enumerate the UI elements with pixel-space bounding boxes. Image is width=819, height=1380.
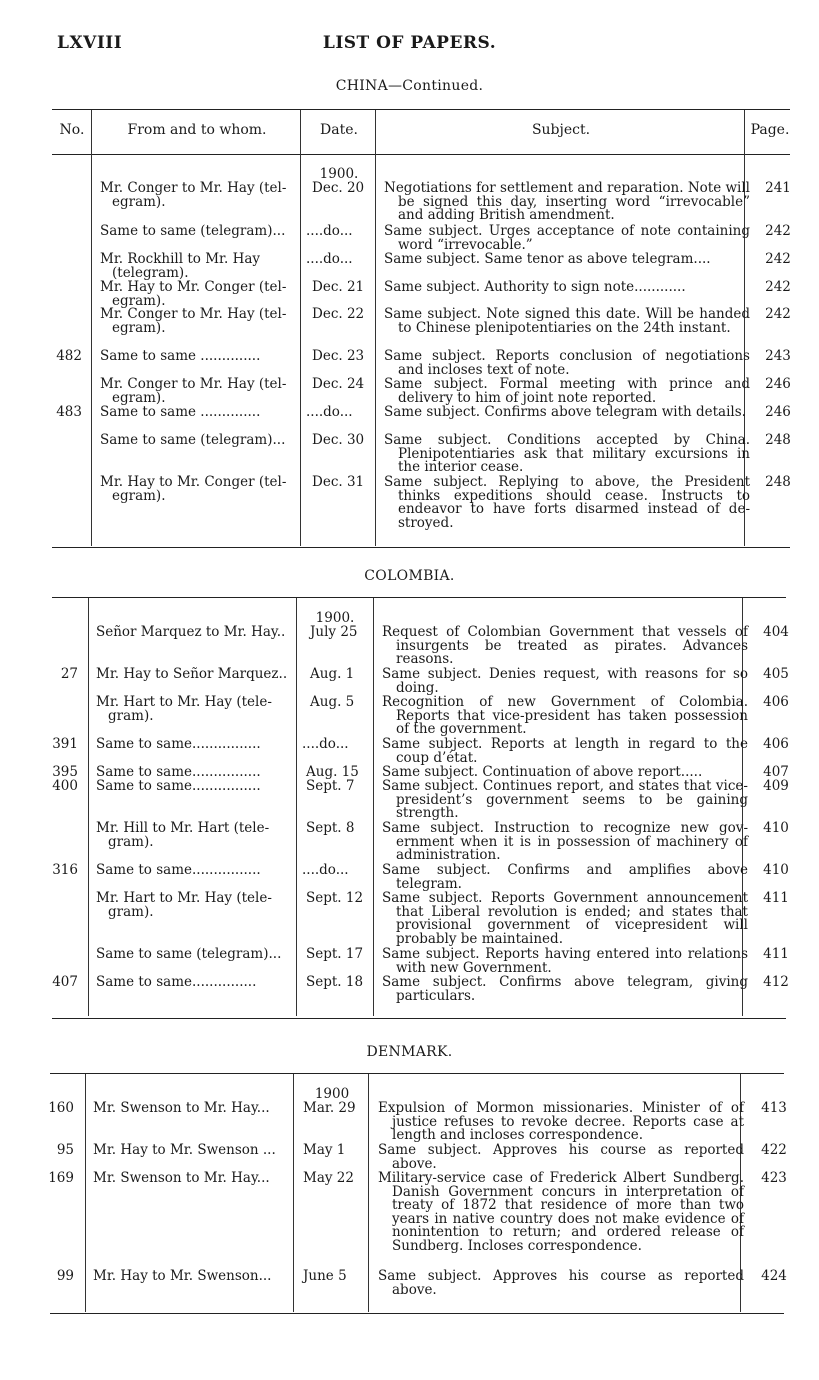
page-cell: 411 [763, 946, 789, 962]
page-cell: 243 [765, 348, 791, 364]
from-to-cell: Mr. Swenson to Mr. Hay... [93, 1100, 270, 1116]
subject-cell: Same subject. Same tenor as above telegram.... [384, 251, 711, 267]
year-label: 1900 [314, 1086, 350, 1102]
from-to-cell: Same to same (telegram)... [96, 946, 282, 962]
col-header-date: Date. [320, 122, 358, 138]
subject-cell: Expulsion of Mormon missionaries. Minister of of justice refuses to revoke decree. Reports case at length and incloses correspondence. [378, 1100, 744, 1143]
subject-cell: Military-service case of Frederick Albert Sundberg. Danish Government concurs in interpretation of treaty of 1872 that residence of more than two years in native country does not make evidence of nonintention to return; and ordered release of Sundberg. Incloses correspondence. [378, 1170, 744, 1254]
page-cell: 242 [765, 306, 791, 322]
date-cell: Sept. 7 [306, 778, 355, 794]
page-title: LIST OF PAPERS. [322, 33, 497, 53]
doc-number-cell: 160 [48, 1100, 74, 1116]
col-divider [88, 598, 89, 1016]
col-divider [368, 1074, 369, 1312]
page-cell: 242 [765, 223, 791, 239]
subject-cell: Same subject. Reports Government announcement that Liberal revolution is ended; and states that provisional government of vicepresident will probably be maintained. [382, 890, 748, 947]
section-title-colombia: COLOMBIA. [364, 568, 455, 584]
doc-number-cell: 395 [52, 764, 78, 780]
col-divider [373, 598, 374, 1016]
date-cell: May 1 [303, 1142, 346, 1158]
from-to-cell: Mr. Hay to Mr. Conger (telegram). [100, 474, 287, 504]
date-cell: Aug. 5 [310, 694, 355, 710]
subject-cell: Same subject. Replying to above, the President thinks expeditions should cease. Instructs to endeavor to have forts disarmed instead of destroyed. [384, 474, 750, 531]
page-cell: 413 [761, 1100, 787, 1116]
date-cell: Sept. 8 [306, 820, 355, 836]
doc-number-cell: 169 [48, 1170, 74, 1186]
from-to-cell: Mr. Conger to Mr. Hay (telegram). [100, 376, 287, 406]
page-cell: 246 [765, 404, 791, 420]
date-cell: ....do... [302, 862, 349, 878]
date-cell: Sept. 12 [306, 890, 364, 906]
date-cell: Dec. 31 [312, 474, 365, 490]
page-cell: 422 [761, 1142, 787, 1158]
date-cell: Dec. 24 [312, 376, 365, 392]
from-to-cell: Mr. Hay to Mr. Swenson... [93, 1268, 272, 1284]
page-cell: 412 [763, 974, 789, 990]
from-to-cell: Same to same................ [96, 764, 261, 780]
date-cell: Dec. 20 [312, 180, 365, 196]
page-cell: 242 [765, 279, 791, 295]
table-top-rule [50, 1073, 784, 1074]
page-cell: 246 [765, 376, 791, 392]
subject-cell: Same subject. Continuation of above report..... [382, 764, 703, 780]
doc-number-cell: 407 [52, 974, 78, 990]
subject-cell: Same subject. Conditions accepted by China. Plenipotentiaries ask that military excursions in the interior cease. [384, 432, 750, 475]
doc-number-cell: 27 [60, 666, 78, 682]
page-cell: 242 [765, 251, 791, 267]
from-to-cell: Same to same (telegram)... [100, 432, 286, 448]
doc-number-cell: 391 [52, 736, 78, 752]
page-cell: 411 [763, 890, 789, 906]
date-cell: Dec. 22 [312, 306, 365, 322]
from-to-cell: Same to same .............. [100, 348, 261, 364]
date-cell: ....do... [306, 251, 353, 267]
page-cell: 410 [763, 820, 789, 836]
subject-cell: Same subject. Reports conclusion of negotiations and incloses text of note. [384, 348, 750, 378]
from-to-cell: Same to same .............. [100, 404, 261, 420]
date-cell: Sept. 17 [306, 946, 364, 962]
subject-cell: Same subject. Continues report, and states that vice-president’s government seems to be gaining strength. [382, 778, 748, 821]
section-title-china: CHINA—Continued. [335, 78, 484, 94]
doc-number-cell: 482 [56, 348, 82, 364]
date-cell: ....do... [306, 404, 353, 420]
col-header-no: No. [59, 122, 85, 138]
date-cell: Dec. 21 [312, 279, 365, 295]
col-header-page: Page. [750, 122, 790, 138]
doc-number-cell: 483 [56, 404, 82, 420]
from-to-cell: Mr. Rockhill to Mr. Hay (telegram). [100, 251, 261, 281]
from-to-cell: Mr. Hart to Mr. Hay (telegram). [96, 890, 272, 920]
date-cell: May 22 [303, 1170, 354, 1186]
table-top-rule [52, 109, 790, 110]
subject-cell: Negotiations for settlement and reparation. Note will be signed this day, inserting word “irrevocable” and adding British amendment. [384, 180, 750, 223]
subject-cell: Same subject. Reports having entered into relations with new Government. [382, 946, 748, 976]
from-to-cell: Mr. Swenson to Mr. Hay... [93, 1170, 270, 1186]
from-to-cell: Mr. Conger to Mr. Hay (telegram). [100, 180, 287, 210]
doc-number-cell: 316 [52, 862, 78, 878]
subject-cell: Same subject. Approves his course as reported above. [378, 1268, 744, 1298]
page-cell: 248 [765, 474, 791, 490]
date-cell: ....do... [306, 223, 353, 239]
year-label: 1900. [319, 166, 359, 182]
table-bottom-rule [52, 547, 790, 548]
date-cell: Aug. 15 [306, 764, 359, 780]
page-cell: 423 [761, 1170, 787, 1186]
page-cell: 241 [765, 180, 791, 196]
subject-cell: Same subject. Denies request, with reasons for so doing. [382, 666, 748, 696]
col-divider [91, 110, 92, 546]
col-header-subject: Subject. [531, 122, 591, 138]
subject-cell: Same subject. Note signed this date. Will be handed to Chinese plenipotentiaries on the 24th instant. [384, 306, 750, 336]
date-cell: ....do... [302, 736, 349, 752]
from-to-cell: Señor Marquez to Mr. Hay.. [96, 624, 286, 640]
page-cell: 407 [763, 764, 789, 780]
table-bottom-rule [50, 1313, 784, 1314]
subject-cell: Same subject. Reports at length in regard to the coup d’état. [382, 736, 748, 766]
date-cell: Dec. 30 [312, 432, 365, 448]
col-divider [85, 1074, 86, 1312]
doc-number-cell: 400 [52, 778, 78, 794]
date-cell: Dec. 23 [312, 348, 365, 364]
header-bottom-rule [52, 154, 790, 155]
page-cell: 404 [763, 624, 789, 640]
page-cell: 406 [763, 694, 789, 710]
col-header-from: From and to whom. [127, 122, 267, 138]
date-cell: Sept. 18 [306, 974, 364, 990]
date-cell: June 5 [303, 1268, 347, 1284]
subject-cell: Request of Colombian Government that vessels of insurgents be treated as pirates. Advances reasons. [382, 624, 748, 667]
date-cell: July 25 [310, 624, 358, 640]
table-top-rule [52, 597, 786, 598]
subject-cell: Same subject. Urges acceptance of note containing word “irrevocable.” [384, 223, 750, 253]
subject-cell: Same subject. Formal meeting with prince and delivery to him of joint note reported. [384, 376, 750, 406]
date-cell: Mar. 29 [303, 1100, 356, 1116]
table-bottom-rule [52, 1018, 786, 1019]
from-to-cell: Mr. Conger to Mr. Hay (telegram). [100, 306, 287, 336]
subject-cell: Same subject. Confirms and amplifies above telegram. [382, 862, 748, 892]
subject-cell: Same subject. Approves his course as reported above. [378, 1142, 744, 1172]
from-to-cell: Mr. Hay to Mr. Conger (telegram). [100, 279, 287, 309]
from-to-cell: Mr. Hart to Mr. Hay (telegram). [96, 694, 272, 724]
doc-number-cell: 95 [56, 1142, 74, 1158]
from-to-cell: Mr. Hill to Mr. Hart (telegram). [96, 820, 270, 850]
page-cell: 409 [763, 778, 789, 794]
subject-cell: Same subject. Confirms above telegram with details. [384, 404, 746, 420]
subject-cell: Same subject. Instruction to recognize new government when it is in possession of machinery of administration. [382, 820, 748, 863]
from-to-cell: Same to same............... [96, 974, 257, 990]
page-cell: 405 [763, 666, 789, 682]
from-to-cell: Mr. Hay to Mr. Swenson ... [93, 1142, 276, 1158]
page-cell: 248 [765, 432, 791, 448]
section-title-denmark: DENMARK. [366, 1044, 453, 1060]
page-cell: 406 [763, 736, 789, 752]
page-cell: 410 [763, 862, 789, 878]
from-to-cell: Mr. Hay to Señor Marquez.. [96, 666, 288, 682]
from-to-cell: Same to same................ [96, 736, 261, 752]
date-cell: Aug. 1 [310, 666, 355, 682]
doc-number-cell: 99 [56, 1268, 74, 1284]
from-to-cell: Same to same................ [96, 862, 261, 878]
page-cell: 424 [761, 1268, 787, 1284]
year-label: 1900. [315, 610, 355, 626]
subject-cell: Recognition of new Government of Colombia. Reports that vice-president has taken possession of the government. [382, 694, 748, 737]
from-to-cell: Same to same (telegram)... [100, 223, 286, 239]
subject-cell: Same subject. Confirms above telegram, giving particulars. [382, 974, 748, 1004]
page-number: LXVIII [57, 33, 123, 53]
from-to-cell: Same to same................ [96, 778, 261, 794]
subject-cell: Same subject. Authority to sign note............ [384, 279, 686, 295]
